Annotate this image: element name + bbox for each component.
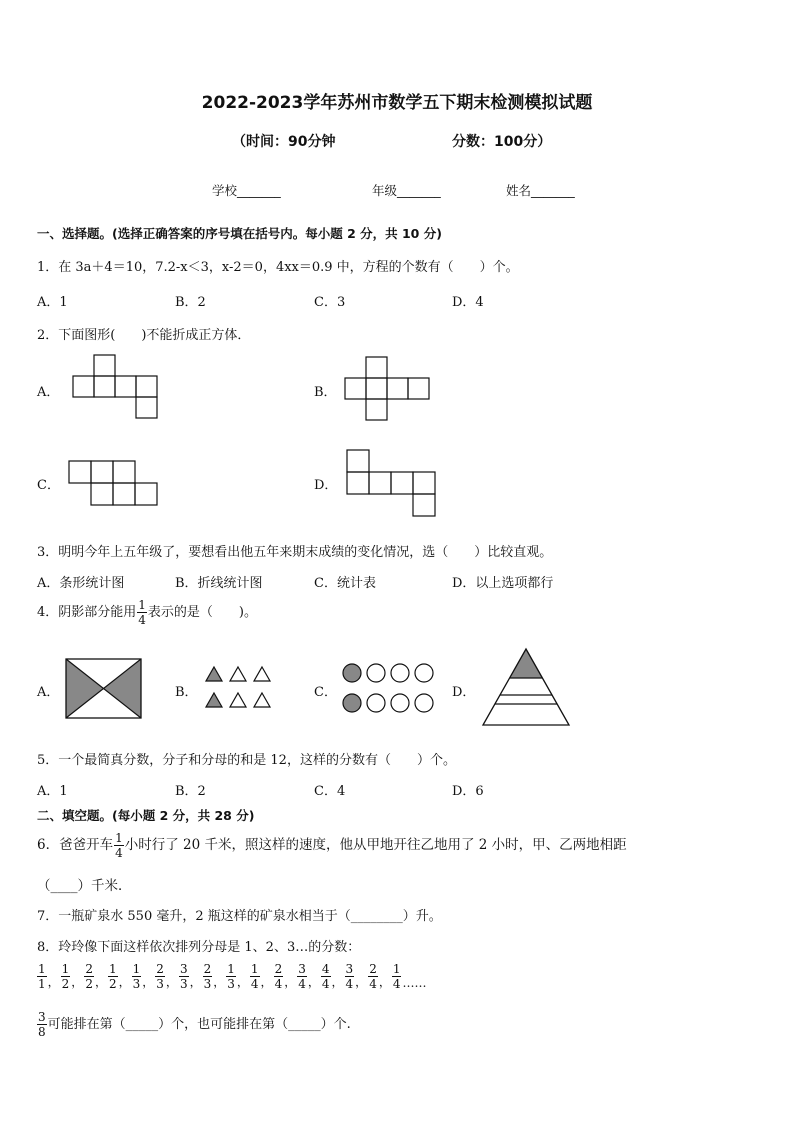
q4-option-b[interactable]: B．	[175, 685, 198, 700]
name-field[interactable]: 姓名_______	[506, 183, 575, 198]
question-6: 6．爸爸开车 $\frac{1}{4}$ 小时行了 20 千米，照这样的速度，他从甲地开往乙地用了 2 小时，甲、乙两地相距	[37, 831, 627, 860]
triangles-figure	[205, 666, 273, 710]
q3-option-b[interactable]: B．折线统计图	[175, 576, 263, 591]
section-heading: 一、选择题。(选择正确答案的序号填在括号内。每小题 2 分，共 10 分)	[37, 226, 442, 241]
q5-option-a[interactable]: A．1	[37, 784, 68, 799]
q4-option-d[interactable]: D．	[452, 685, 476, 700]
sequence-separator: ，	[355, 975, 368, 989]
sequence-fraction: $\frac{2}{4}$	[274, 962, 283, 991]
sequence-fraction: $\frac{4}{4}$	[321, 962, 330, 991]
sequence-fraction: $\frac{1}{3}$	[132, 962, 141, 991]
cube-net-b	[344, 355, 434, 423]
sequence-fraction: $\frac{3}{3}$	[179, 962, 188, 991]
q2-option-a[interactable]: A．	[37, 385, 60, 400]
q8-fraction: $\frac{3}{8}$	[38, 1010, 46, 1039]
sequence-fraction: $\frac{2}{3}$	[203, 962, 212, 991]
grade-field[interactable]: 年级_______	[372, 183, 441, 198]
q1-option-a[interactable]: A．1	[37, 295, 68, 310]
sequence-fraction: $\frac{1}{1}$	[38, 962, 46, 991]
section-heading: 二、填空题。(每小题 2 分，共 28 分)	[37, 808, 255, 823]
q1-option-d[interactable]: D．4	[452, 295, 484, 310]
sequence-fraction: $\frac{3}{4}$	[345, 962, 354, 991]
sequence-separator: ，	[236, 975, 249, 989]
question-5: 5．一个最简真分数，分子和分母的和是 12，这样的分数有（ ）个。	[37, 753, 456, 768]
q4-suffix: 表示的是（ )。	[147, 605, 257, 620]
sequence-separator: ，	[284, 975, 297, 989]
sequence-separator: ，	[213, 975, 226, 989]
cube-net-a	[72, 355, 162, 423]
sequence-fraction: $\frac{3}{4}$	[298, 962, 306, 991]
exam-score: 分数：100分）	[452, 134, 552, 150]
q4-option-c[interactable]: C．	[314, 685, 337, 700]
sequence-fraction: $\frac{2}{2}$	[85, 962, 93, 991]
sequence-separator: ，	[378, 975, 391, 989]
sequence-separator: ，	[165, 975, 178, 989]
question-3: 3．明明今年上五年级了，要想看出他五年来期末成绩的变化情况，选（ ）比较直观。	[37, 545, 553, 560]
sequence-separator: ，	[331, 975, 344, 989]
cube-net-d	[346, 449, 438, 519]
question-7: 7．一瓶矿泉水 550 毫升，2 瓶这样的矿泉水相当于（________）升。	[37, 909, 442, 924]
q3-option-a[interactable]: A．条形统计图	[37, 576, 125, 591]
sequence-fraction: $\frac{1}{4}$	[250, 962, 259, 991]
q6-fraction: $\frac{1}{4}$	[115, 831, 123, 860]
q2-option-b[interactable]: B．	[314, 385, 337, 400]
sequence-separator: ，	[47, 975, 60, 989]
q1-option-c[interactable]: C．3	[314, 295, 346, 310]
q4-option-a[interactable]: A．	[37, 685, 60, 700]
sequence-fraction: $\frac{2}{3}$	[156, 962, 164, 991]
sequence-separator: ，	[307, 975, 320, 989]
shaded-rectangle-figure	[66, 659, 142, 719]
striped-triangle-figure	[482, 648, 572, 728]
question-4	[37, 599, 257, 626]
sequence-separator: ，	[189, 975, 202, 989]
question-8-line2: $\frac{3}{8}$ 可能排在第（_____）个，也可能排在第（_____）个.	[38, 1010, 351, 1039]
question-6-line2: （____）千米．	[37, 878, 132, 894]
cube-net-c	[68, 460, 160, 508]
circles-figure	[341, 662, 437, 716]
question-1: 1．在 3a＋4＝10，7.2-x＜3，x-2＝0，4xx＝0.9 中，方程的个数有（ ）个。	[37, 260, 519, 275]
q2-option-c[interactable]: C．	[37, 478, 60, 493]
sequence-separator: ，	[118, 975, 131, 989]
sequence-separator: ，	[142, 975, 155, 989]
q1-option-b[interactable]: B．2	[175, 295, 206, 310]
sequence-fraction: $\frac{1}{4}$	[392, 962, 401, 991]
question-2: 2．下面图形( )不能折成正方体．	[37, 328, 251, 343]
sequence-separator: ，	[71, 975, 84, 989]
q5-option-d[interactable]: D．6	[452, 784, 484, 799]
q3-option-c[interactable]: C．统计表	[314, 576, 376, 591]
q2-option-d[interactable]: D．	[314, 478, 338, 493]
sequence-fraction: $\frac{2}{4}$	[369, 962, 377, 991]
sequence-fraction: $\frac{1}{3}$	[227, 962, 235, 991]
question-8: 8．玲玲像下面这样依次排列分母是 1、2、3…的分数：	[37, 940, 361, 955]
q3-option-d[interactable]: D．以上选项都行	[452, 576, 554, 591]
q5-option-c[interactable]: C．4	[314, 784, 346, 799]
sequence-separator: ……	[402, 976, 427, 990]
q4-prefix: 4．阴影部分能用	[37, 605, 137, 620]
q4-fraction: $\frac{1}{4}$	[138, 598, 146, 627]
sequence-fraction: $\frac{1}{2}$	[61, 962, 70, 991]
sequence-fraction: $\frac{1}{2}$	[108, 962, 117, 991]
sequence-separator: ，	[94, 975, 107, 989]
school-field[interactable]: 学校_______	[212, 183, 281, 198]
exam-time: （时间：90分钟	[232, 134, 336, 150]
q5-option-b[interactable]: B．2	[175, 784, 206, 799]
fraction-sequence	[36, 963, 426, 990]
page-title: 2022-2023学年苏州市数学五下期末检测模拟试题	[201, 93, 593, 113]
sequence-separator: ，	[260, 975, 273, 989]
